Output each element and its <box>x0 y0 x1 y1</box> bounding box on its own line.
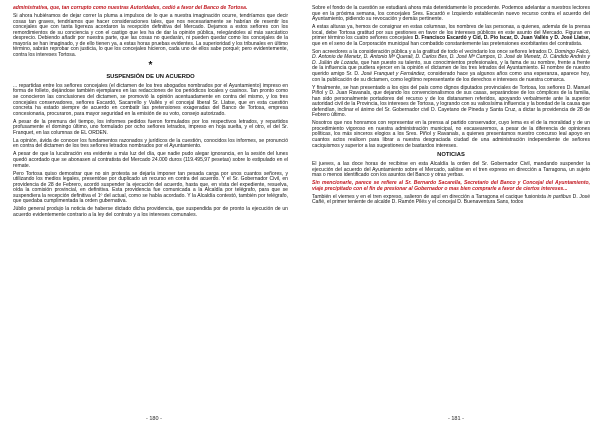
section-heading: SUSPENSIÓN DE UN ACUERDO <box>106 73 195 80</box>
names-italic: Domingo Falcó, D. Antonio de Menetz, D. Antonio Mª Querali, D. Carlos Bes, D. José Mª Campos, D. José de Menetz, D. Cándido Andrés y D. Julián de Lozada, <box>312 48 591 66</box>
editor-note-red: Sin mencionarle, parece se refiere al Sr. Bernardo Sacarella, Secretario del Banco y Concejal del Ayuntamiento, viaje precipitado con el fin de presionar al Gobernador o mas bien comprarle a favor de ciertos intereses... <box>312 180 590 192</box>
text-run: A estas alturas ya, hemos de consignar en estas columnas, los nombres de las personas, a quienes, además de la prensa local, debe Tortosa gratitud por sus gestiones en favor de los intereses públicos en este asunto del Mercado. Figuran en primer término los cuatro señores concejales <box>312 24 590 42</box>
paragraph: A pesar de la premura del tiempo, los informes pedidos fueron formulados por los respectivos letrados, y repartidos profusamente el domingo último, uno formulado por ocho señores letrados, impreso en hoja suelta, y el otro, el del Sr. Franquet, en las columnas de EL ORDEN. <box>13 118 288 136</box>
text-run: que han puesto su talento, sus conocimientos profesionales, y la fama de su nombre, frente a frente de la influencia que pudiera ejercer en la opinión el dictamen de los tres letrados del Ayuntamiento. El nombre de nuestro querido amigo Sr. D. <box>312 59 591 78</box>
page-number-right: - 181 - <box>448 416 464 422</box>
paragraph: Sobre el fondo de la cuestión se estudiará ahora más detenidamente lo procedente. Podemos adelantar a nuestros lectores que en la próxima semana, los concejales Sres. Escardó e Izquierdo establecerán nuevo recurso contra el acuerdo del Ayuntamiento, pidiendo su revocación y demás pertinente. <box>312 5 590 23</box>
editor-note-red: administrativa, que, tan corrupto como nuestras Autoridades, cedió a favor del Banco de Tortosa. <box>13 5 248 11</box>
section-heading: NOTICIAS <box>437 152 465 159</box>
name-italic: José Franquet y Fernández, <box>361 71 426 78</box>
paragraph: Y finalmente, se han presentado a los ojos del país como dignos diputados provinciales de Tortosa, los señores D. Manuel Piñol y D. Juan Ravanals, que dejando los convencionalismos de sus casas, separándose de los cómplices de la familia, han sido personalmente portadores del recurso y de los distanamen referidos, apoyando verbalmente ante la superior autoridad civil de la Provincia, los intereses de Tortosa, y logrando con su valiosísima influencia y la bondad de la causa que defendían, inclinar el ánimo del Sr. Gobernador civil D. Cayetano de Pineda y Santa Cruz, a dictar la providencia de 28 de Febrero último. <box>312 84 590 119</box>
paragraph: ... repartidas entre los señores concejales (el dictamen de los tres abogados nombrados por el Ayuntamiento) impreso en forma de folleto, dejándose también ejemplares en las redacciones de los periódicos locales y casinos. Tan pronto como se conocieron las conclusiones del dictamen, se promovió la opinión acentuadamente en contra del mismo, y los tres concejales conservadores, señores Escardó, Sacarrello y Vallés y el concejal liberal Sr. Llatse, que en esta cuestión concreta ha estado siempre de acuerdo en combatir las pretensiones exageradas del Banco de Tortosa, empresa concesionaria, procuraron, para mayor seguridad en la emisión de su voto, consejo autorizado. <box>13 82 288 117</box>
text-run: considerado hace ya algunos años como una esperanza, aparece hoy, con la publicación de su dictamen, como legítimo representante de los derechos e intereses de nuestra comarca. <box>312 71 590 83</box>
paragraph <box>312 50 590 83</box>
text-run: que en el seno de la Corporación municipal han combatido constantemente las pretensiones exorbitantes del contratista. <box>312 40 583 47</box>
paragraph <box>312 25 590 47</box>
paragraph: Júbilo general produjo la noticia de haberse dictado dicha providencia, que suspendida por de pronto la ejecución de un acuerdo evidentemente contrario a la ley del contrato y a los intereses comunales. <box>13 206 288 218</box>
text-run: Son acreedores a la consideración pública y a la gratitud de todo el vecindario los once señores letrados D. <box>312 48 554 55</box>
paragraph: A pesar de que la lucubración era evidente a más luz del día, que nadie pudo alegar ignorancia, en la sesión del lunes quedó acordado que se abonasen al contratista del Mercado 24.000 duros (119.495,97 pesetas) sobre lo estipulado en el remate. <box>13 151 288 169</box>
paragraph: Pero Tortosa quiso demostrar que no sin protesta se dejaría imponer tan pesada carga por unos cuantos señores, y utilizando los medios legales, presentóse por duplicado un recurso en contra del acuerdo. Y el Sr. Gobernador Civil, en providencia de 28 de Febrero, acordó suspender la ejecución del acuerdo, hasta que, en vista del expediente, resuelva, oída la comisión provincial, en definitiva. Esta providencia fue comunicada a la Alcaldía por telégrafo, para que se suspendiera la recepción definitiva el 1º del actual, como se había acordado. Y la Alcaldía contestó, también por telégrafo, que quedaba cumplimentada la orden gubernativa. <box>13 170 288 205</box>
separator-star: * <box>148 59 153 71</box>
names-bold: D. Francisco Escardó y Cid, D. Pio Iscar, D. Juan Vallés y D. José Llatse, <box>414 35 590 42</box>
right-page <box>300 0 600 424</box>
paragraph <box>312 195 590 206</box>
paragraph: Nosotros que nos honramos con representar en la prensa al partido conservador, cuyo lema es el de la moralidad y de un procedimiento vigoroso en nuestra administración municipal, no escasearemos, a pesar de la diferencia de opiniones políticas, los más sinceros elogios a los Sres. Piñol y Ravanals, a quienes presentamos nuestro concurso leal apoyo en cuantos actos realicen para librar a nuestra desgraciada ciudad de una administración independiente de señores caciquismos y superior a las sugestiones de bastardos intereses. <box>312 120 590 149</box>
paragraph: Si ahora hubiéramos de dejar correr la pluma a impulsos de lo que a nuestra imaginación ocurre, tendríamos que decir cosas tan graves, tendríamos que hacer consideraciones tales, que nos necesariamente se habrían de resentir los concejales que con tanta ligereza acordaron la recepción definitiva del Mercado. Dejamos a estos señores con los remordimientos de su conciencia y con el castigo que les ha de dar la opinión pública, relegándoles al más sarcástico desprecio. Debiendo añadir por nuestra parte, que las cosas no quedarán, ni pueden quedar como los concejales de la mayoría se han imaginado, y de ello tienen ya, a estas horas pruebas evidentes. La superioridad y los tribunales en último término, sabrán reprobar con justicia, lo que los concejales hicieron, cada uno de ellos sabe porqué; pero evidentemente, contra los intereses Tortosa. <box>13 13 288 58</box>
paragraph: El jueves, a las doce horas de recibirse en esta Alcaldía la orden del Sr. Gobernador Civil, mandando suspender la ejecución del acuerdo del Ayuntamiento sobre el Mercado, salióse en el tren expreso en dirección a Tarragona, un sujeto mas o menos identificado con los asuntos del Banco y otras yerbas. <box>312 161 590 179</box>
text-italic: in partibus <box>547 193 572 200</box>
paragraph: La opinión, ávida de conocer los fundamentos razonados y jurídicos de la cuestión, conocidos los informes, se pronunció en contra del dictamen de los tres señores letrados nombrados por el Ayuntamiento. <box>13 137 288 150</box>
text-run: También el viernes y en el tren expreso, salieron de aquí en dirección a Tarragona el cacique fusionista <box>312 193 546 200</box>
text-run: D. José Cañé, el primer teniente de alcalde D. Ramón Pilés y el concejal D. Buenaventura Sans, todos <box>312 193 590 206</box>
page-number-left: - 180 - <box>146 416 162 422</box>
